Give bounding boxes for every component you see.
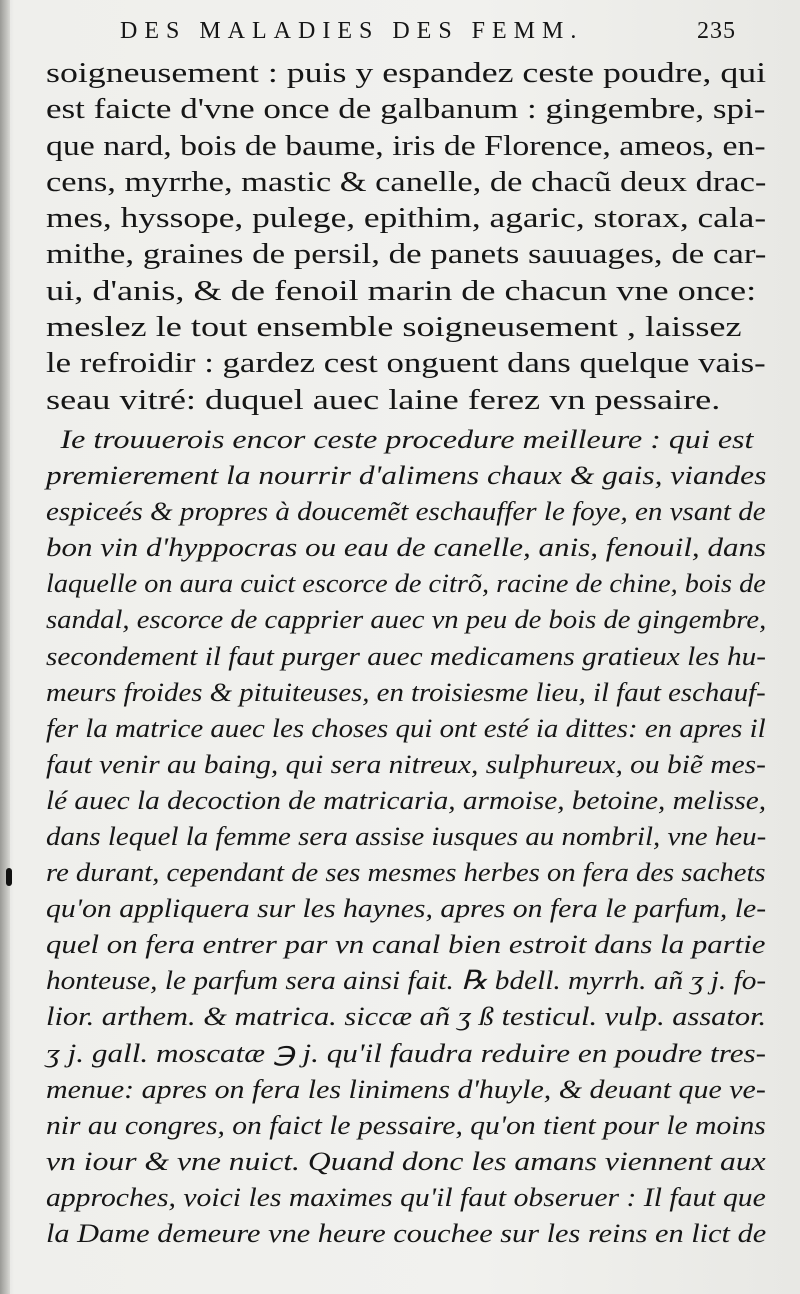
text-line: soigneusement : puis y espandez ceste poudre, qui (46, 57, 767, 89)
italic-paragraph (46, 421, 766, 1251)
text-line: menue: apres on fera les linimens d'huyle, & deuant que ve- (46, 1073, 766, 1104)
text-line: que nard, bois de baume, iris de Florence, ameos, en- (46, 129, 766, 162)
text-line: premierement la nourrir d'alimens chaux & gais, viandes (46, 460, 767, 491)
text-line: sandal, escorce de capprier auec vn peu de bois de gingembre, (46, 604, 767, 635)
text-line: faut venir au baing, qui sera nitreux, sulphureux, ou biẽ mes- (46, 748, 766, 779)
text-line: re durant, cependant de ses mesmes herbes on fera des sachets (46, 857, 766, 888)
text-line: ui, d'anis, & de fenoil marin de chacun vne once: (46, 274, 757, 307)
text-line: lé auec la decoction de matricaria, armoise, betoine, melisse, (46, 784, 767, 815)
page-gutter-shadow (0, 0, 10, 1294)
text-line: cens, myrrhe, mastic & canelle, de chacũ deux drac- (46, 165, 767, 198)
margin-ink-mark (6, 868, 12, 886)
text-line: ʒ j. gall. moscatæ ℈ j. qu'il faudra reduire en poudre tres- (46, 1037, 767, 1068)
roman-paragraph (46, 55, 766, 418)
text-line: secondement il faut purger auec medicamens gratieux les hu- (46, 640, 767, 671)
page-number: 235 (697, 18, 736, 44)
page-body (46, 55, 766, 1251)
text-line: honteuse, le parfum sera ainsi fait. ℞ bdell. myrrh. añ ʒ j. fo- (46, 965, 767, 996)
text-line: dans lequel la femme sera assise iusques au nombril, vne heu- (46, 821, 767, 851)
text-line: vn iour & vne nuict. Quand donc les amans viennent aux (46, 1145, 766, 1176)
text-line: est faicte d'vne once de galbanum : gingembre, spi- (46, 93, 766, 126)
text-line: mithe, graines de persil, de panets sauuages, de car- (46, 238, 767, 271)
text-line: meslez le tout ensemble soigneusement , laissez (46, 311, 742, 344)
text-line: laquelle on aura cuict escorce de citrõ, racine de chine, bois de (46, 568, 766, 599)
text-line: meurs froides & pituiteuses, en troisiesme lieu, il faut eschauf- (46, 676, 766, 707)
text-line: quel on fera entrer par vn canal bien estroit dans la partie (46, 929, 766, 960)
text-line: Ie trouuerois encor ceste procedure meilleure : qui est (60, 423, 754, 454)
text-line: approches, voici les maximes qu'il faut obseruer : Il faut que (46, 1181, 766, 1212)
text-line: la Dame demeure vne heure couchee sur les reins en lict de (46, 1218, 767, 1249)
text-line: le refroidir : gardez cest onguent dans quelque vais- (46, 347, 766, 380)
text-line: espiceés & propres à doucemẽt eschauffer le foye, en vsant de (46, 496, 766, 527)
text-line: bon vin d'hyppocras ou eau de canelle, anis, fenouil, dans (46, 532, 767, 563)
text-line: nir au congres, on faict le pessaire, qu'on tient pour le moins (46, 1109, 766, 1140)
text-line: lior. arthem. & matrica. siccæ añ ʒ ß testicul. vulp. assator. (46, 1001, 767, 1032)
text-line: seau vitré: duquel auec laine ferez vn pessaire. (46, 383, 721, 416)
text-line: qu'on appliquera sur les haynes, apres on fera le parfum, le- (46, 893, 767, 924)
running-title: DES MALADIES DES FEMM. (120, 18, 584, 44)
text-line: fer la matrice auec les choses qui ont esté ia dittes: en apres il (46, 712, 766, 743)
text-line: mes, hyssope, pulege, epithim, agaric, storax, cala- (46, 202, 767, 235)
